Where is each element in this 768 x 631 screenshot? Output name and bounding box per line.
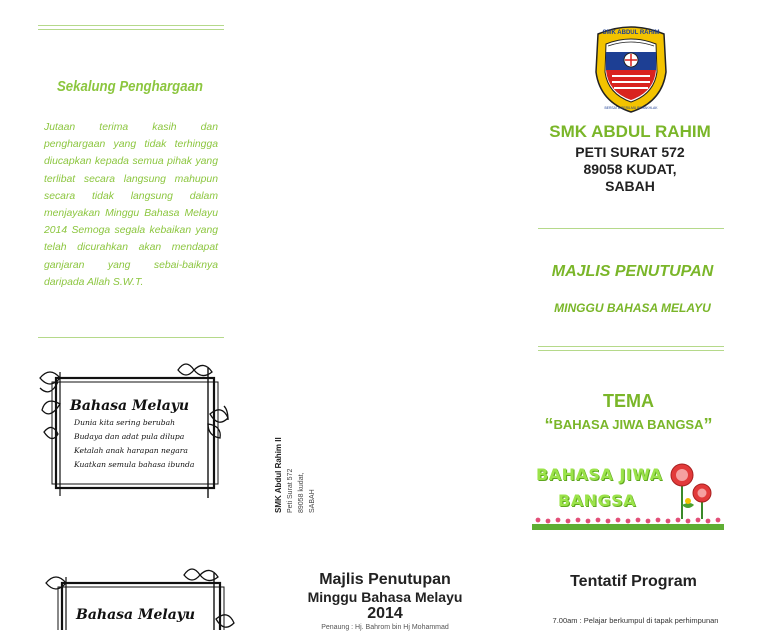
program-title-line: Majlis Penutupan bbox=[319, 571, 451, 588]
event-subtitle: MINGGU BAHASA MELAYU bbox=[554, 301, 711, 315]
tentatif-title: Tentatif Program bbox=[570, 573, 697, 590]
event-title: MAJLIS PENUTUPAN bbox=[551, 263, 714, 280]
sender-name: SMK Abdul Rahim II bbox=[274, 437, 283, 513]
poem-line: Dunia kita sering berubah bbox=[74, 418, 176, 427]
banner-word: BANGSA bbox=[558, 491, 637, 510]
program-title-line: Minggu Bahasa Melayu bbox=[307, 589, 463, 605]
banner-word: BAHASA JIWA bbox=[536, 465, 663, 484]
theme-label: TEMA bbox=[603, 391, 654, 411]
theme-banner-image bbox=[532, 461, 724, 532]
poem-line: Kuatkan semula bahasa ibunda bbox=[74, 460, 195, 469]
butterfly-frame-decoration bbox=[32, 358, 230, 502]
sender-line: SABAH bbox=[309, 489, 316, 513]
poem-line: Ketalah anak harapan negara bbox=[74, 446, 188, 455]
appreciation-body: Jutaan terima kasih dan penghargaan yang tidak terhingga diucapkan kepada semua pihak yang terlibat secara langsung mahupun secara tidak langsung dalam menjayakan Minggu Bahasa Melayu 2014 Semoga segala kebaikan yang telah dicurahkan akan mendapat ganjaran yang sebai-baiknya daripada Allah S.W.T. bbox=[44, 122, 218, 288]
program-title-year: 2014 bbox=[367, 605, 403, 622]
school-crest-logo bbox=[588, 22, 674, 114]
poem-line: Budaya dan adat pula dilupa bbox=[74, 432, 185, 441]
divider-mid-left bbox=[38, 337, 224, 338]
program-title bbox=[280, 571, 490, 623]
divider-right-1 bbox=[538, 228, 724, 229]
sender-line: 89058 kudat, bbox=[298, 472, 305, 513]
tentatif-item: 7.00am : Pelajar berkumpul di tapak perhimpunan bbox=[552, 616, 719, 625]
flower-decoration bbox=[532, 461, 724, 532]
school-name: SMK ABDUL RAHIM bbox=[549, 122, 711, 141]
poem-title: Bahasa Melayu bbox=[76, 607, 196, 623]
theme-text: “BAHASA JIWA BANGSA” bbox=[544, 415, 713, 435]
logo-text: SMK ABDUL RAHIM bbox=[602, 30, 660, 36]
address-line: 89058 KUDAT, bbox=[583, 161, 677, 177]
divider-top-left bbox=[38, 25, 224, 30]
address-line: SABAH bbox=[605, 178, 655, 194]
poem-title: Bahasa Melayu bbox=[70, 398, 190, 414]
sender-line: Peti Surat 572 bbox=[287, 468, 294, 513]
patron-line: Penaung : Hj. Bahrom bin Hj Mohammad bbox=[321, 624, 449, 631]
poem-card-repeat bbox=[38, 563, 236, 630]
address-line: PETI SURAT 572 bbox=[575, 144, 685, 160]
sender-address-rotated bbox=[273, 433, 363, 523]
poem-card bbox=[32, 358, 230, 502]
logo-text: BERSATU BERILMU BERAKHLAK bbox=[604, 106, 658, 110]
divider-right-2 bbox=[538, 346, 724, 351]
theme-text-value: BAHASA JIWA BANGSA bbox=[553, 417, 704, 432]
appreciation-title: Sekalung Penghargaan bbox=[57, 78, 203, 95]
